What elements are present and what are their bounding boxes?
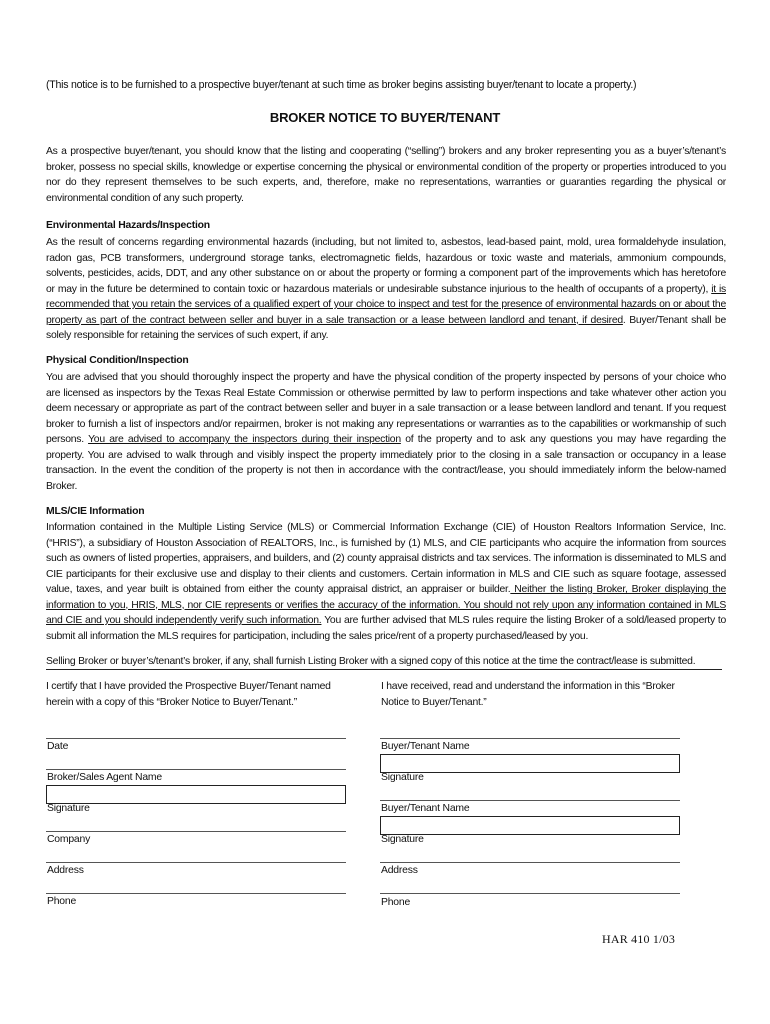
broker-address-label: Address — [47, 865, 84, 876]
date-line — [46, 738, 346, 739]
buyer-name-line-1 — [380, 738, 680, 739]
broker-signature-label: Signature — [47, 803, 90, 814]
mls-heading: MLS/CIE Information — [46, 506, 145, 517]
phys-heading: Physical Condition/Inspection — [46, 355, 189, 366]
page-title: BROKER NOTICE TO BUYER/TENANT — [269, 110, 501, 125]
broker-phone-label: Phone — [47, 896, 77, 907]
intro-note: (This notice is to be furnished to a prospective buyer/tenant at such time as broker begins assisting buyer/tenant to locate a property.) — [46, 79, 637, 91]
broker-certification: I certify that I have provided the Prospective Buyer/Tenant named herein with a copy of this “Broker Notice to Buyer/Tenant.” — [46, 681, 331, 708]
buyer-name-line-2 — [380, 800, 680, 801]
company-line — [46, 831, 346, 832]
env-paragraph: As the result of concerns regarding environmental hazards (including, but not limited to, asbestos, lead-based paint, mold, urea formaldehyde insulation, radon gas, PCB transformers, underground storage tanks, electromagnetic fields, hazardous or toxic waste and materials, ammonium compounds, solvents, pesticides, acids, DDT, and any other substance on or about the property or forming a component part of the improvements which has heretofore or may in the future be determined to contain toxic or hazardous materials or undesirable substance injurious to the health of occupants of a property), it is recommended that you retain the services of a qualified expert of your choice to inspect and test for the presence of environmental hazards on or about the property as part of the contract between seller and buyer in a sale transaction or a lease between landlord and tenant, if desired. Buyer/Tenant shall be solely responsible for retaining the services of such expert, if any. — [46, 237, 726, 341]
mls-paragraph: Information contained in the Multiple Listing Service (MLS) or Commercial Information Exchange (CIE) of Houston Realtors Information Service, Inc. (“HRIS”), a subsidiary of Houston Association of REALTORS, Inc., is furnished by (1) MLS, and CIE participants who acquire the information from sources such as owners of listed properties, appraisers, and builders, and (2) county appraisal districts and tax services. The information is disseminated to MLS and CIE participants for their exclusive use and display to their clients and customers. Certain information in MLS and CIE such as square footage, assessed value, taxes, and year built is obtained from either the county appraisal district, an appraiser or builder. Neither the listing Broker, Broker displaying the information to you, HRIS, MLS, nor CIE represents or verifies the accuracy of the information. You should not rely upon any information contained in MLS and CIE and you should independently verify such information. You are further advised that MLS rules require the listing Broker of a sold/leased property to submit all information the MLS requires for participation, including the sales price/rent of a property purchased/leased by you. — [46, 522, 727, 642]
broker-address-line — [46, 862, 346, 863]
selling-broker-note: Selling Broker or buyer’s/tenant’s broker, if any, shall furnish Listing Broker with a signed copy of this notice at the time the contract/lease is submitted. — [46, 656, 722, 670]
broker-phone-line — [46, 893, 346, 894]
broker-name-line — [46, 769, 346, 770]
mls-disclaimer: Neither the listing Broker, Broker displaying the information to you, HRIS, MLS, nor CIE represents or verifies the accuracy of the information. You should not rely upon any information contained in MLS and CIE and you should independently verify such information. — [46, 584, 727, 626]
buyer-tenant-name-label-1: Buyer/Tenant Name — [381, 741, 470, 752]
broker-signature-field[interactable] — [46, 785, 346, 804]
company-label: Company — [47, 834, 91, 845]
buyer-signature-label-2: Signature — [381, 834, 424, 845]
phys-paragraph: You are advised that you should thoroughly inspect the property and have the physical condition of the property inspected by persons of your choice who are licensed as inspectors by the Texas Real Estate Commission or otherwise permitted by law to perform inspections and take whatever other action you deem necessary or appropriate as part of the contract between seller and buyer in a sale transaction or a lease between landlord and tenant. If you request broker to furnish a list of inspectors and/or repairmen, broker is not making any representations or warranties as to the capabilities or workmanship of such persons. You are advised to accompany the inspectors during their inspection of the property and to ask any questions you may have regarding the property. You are advised to walk through and visibly inspect the property immediately prior to the closing in a sale transaction or occupancy in a lease transaction. In the event the condition of the property is not then in accordance with the contract/lease, you should immediately inform the below-named Broker. — [46, 372, 727, 492]
buyer-acknowledgement: I have received, read and understand the information in this “Broker Notice to Buyer/Tenant.” — [381, 681, 675, 708]
form-id: HAR 410 1/03 — [602, 932, 676, 946]
buyer-signature-label-1: Signature — [381, 772, 424, 783]
buyer-name-field-2[interactable] — [380, 816, 680, 835]
buyer-address-line — [380, 862, 680, 863]
buyer-phone-line — [380, 893, 680, 894]
buyer-address-label: Address — [381, 865, 418, 876]
env-heading: Environmental Hazards/Inspection — [46, 220, 210, 231]
broker-agent-name-label: Broker/Sales Agent Name — [47, 772, 162, 783]
env-recommendation: it is recommended that you retain the services of a qualified expert of your choice to inspect and test for the presence of environmental hazards on or about the property as part of the contract between seller and buyer in a sale transaction or a lease between landlord and tenant, if desired — [46, 283, 726, 326]
buyer-phone-label: Phone — [381, 897, 411, 908]
buyer-name-field-1[interactable] — [380, 754, 680, 773]
intro-paragraph: As a prospective buyer/tenant, you should know that the listing and cooperating (“selling”) brokers and any broker representing you as a buyer’s/tenant’s broker, possess no special skills, knowledge or expertise concerning the physical or environmental condition of the property or properties introduced to you nor do they represent themselves to be such experts, and, therefore, make no representations, warranties or guaranties regarding the physical or environmental condition of any such property. — [46, 146, 726, 204]
buyer-tenant-name-label-2: Buyer/Tenant Name — [381, 803, 470, 814]
date-label: Date — [47, 741, 69, 752]
phys-advice: You are advised to accompany the inspectors during their inspection — [88, 434, 401, 445]
